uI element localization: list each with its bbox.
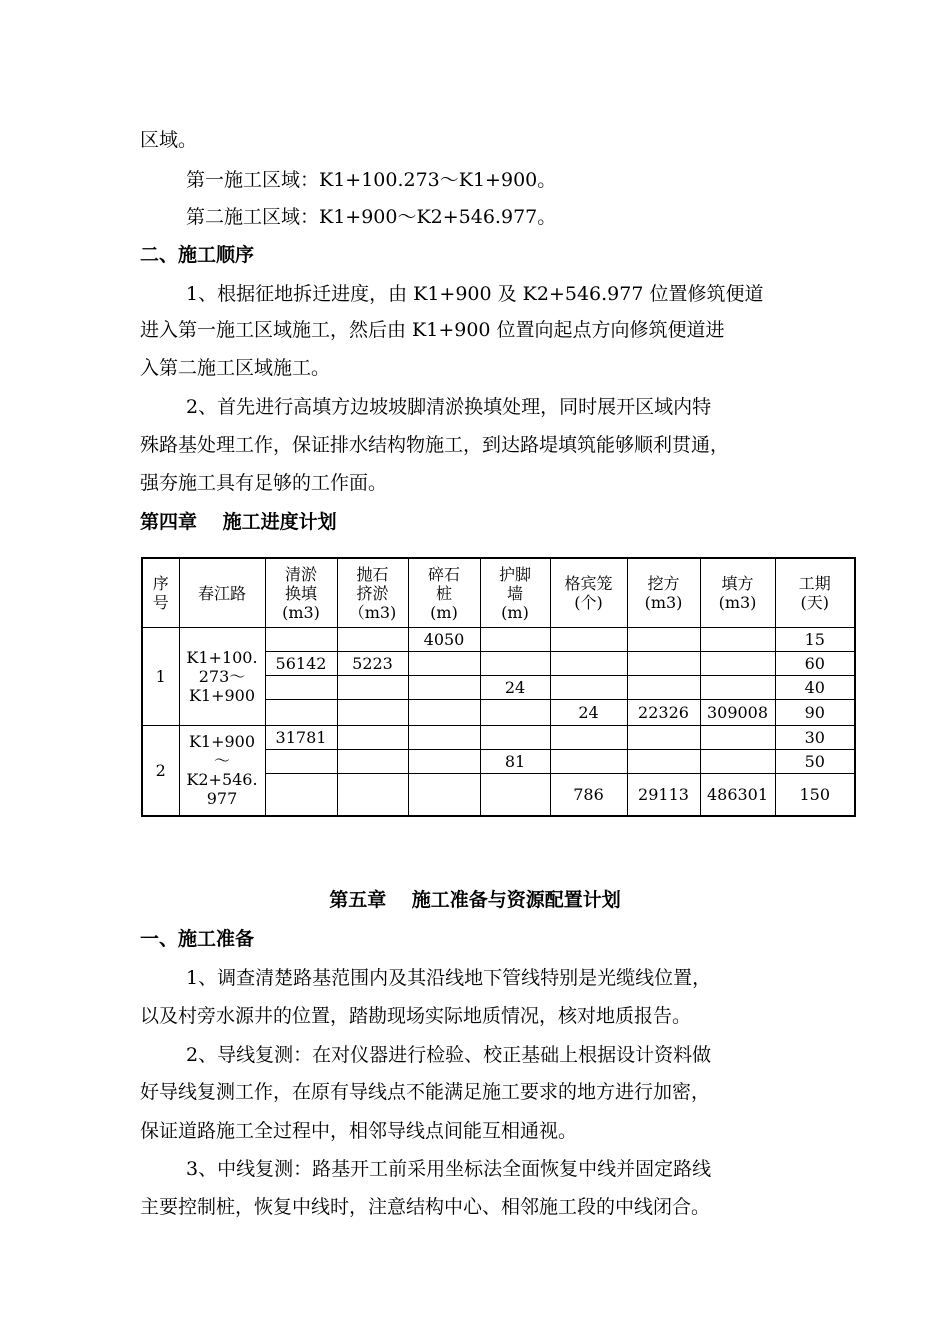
table-cell: 15 — [775, 628, 855, 652]
table-header-cell: 序 号 — [142, 558, 179, 628]
table-cell: 50 — [775, 750, 855, 774]
table-cell — [627, 628, 700, 652]
table-cell — [265, 676, 337, 700]
table-header-cell: 工期 (天) — [775, 558, 855, 628]
table-cell — [337, 676, 408, 700]
text-line: 强夯施工具有足够的工作面。 — [140, 472, 388, 494]
table-header-cell: 格宾笼 (个) — [550, 558, 627, 628]
table-header-cell: 抛石 挤淤 （m3) — [337, 558, 408, 628]
table-cell: 60 — [775, 652, 855, 676]
table-cell — [265, 628, 337, 652]
table-cell — [337, 628, 408, 652]
chapter-heading: 第五章 施工准备与资源配置计划 — [329, 889, 621, 911]
text-line: 2、首先进行高填方边坡坡脚清淤换填处理，同时展开区域内特 — [186, 396, 712, 418]
table-cell — [337, 774, 408, 816]
table-cell — [480, 652, 550, 676]
table-cell — [700, 652, 775, 676]
table-header-cell: 填方 (m3) — [700, 558, 775, 628]
table-cell — [408, 726, 480, 750]
section-heading: 一、施工准备 — [140, 928, 255, 950]
text-line: 殊路基处理工作，保证排水结构物施工，到达路堤填筑能够顺利贯通， — [140, 434, 730, 456]
road-section-cell: K1+900 ～ K2+546. 977 — [179, 726, 265, 816]
table-cell: 5223 — [337, 652, 408, 676]
table-cell — [550, 726, 627, 750]
table-cell — [700, 676, 775, 700]
road-section-cell: K1+100. 273～ K1+900 — [179, 628, 265, 726]
table-row — [142, 628, 855, 652]
text-line: 1、根据征地拆迁进度，由 K1+900 及 K2+546.977 位置修筑便道 — [186, 283, 764, 305]
table-cell — [627, 676, 700, 700]
table-cell: 4050 — [408, 628, 480, 652]
table-cell — [550, 652, 627, 676]
table-cell — [337, 700, 408, 726]
table-cell — [408, 652, 480, 676]
table-header-cell: 春江路 — [179, 558, 265, 628]
text-line: 好导线复测工作，在原有导线点不能满足施工要求的地方进行加密， — [140, 1081, 711, 1103]
table-cell — [700, 726, 775, 750]
text-line: 区域。 — [140, 129, 198, 151]
table-cell: 486301 — [700, 774, 775, 816]
table-cell — [337, 726, 408, 750]
table-cell — [550, 628, 627, 652]
table-header-cell: 碎石 桩 (m) — [408, 558, 480, 628]
table-cell: 90 — [775, 700, 855, 726]
table-cell: 24 — [480, 676, 550, 700]
table-header-row — [142, 558, 855, 628]
table-cell — [700, 628, 775, 652]
table-header-cell: 清淤 换填 (m3) — [265, 558, 337, 628]
table-cell — [265, 774, 337, 816]
table-header-cell: 护脚 墙 (m) — [480, 558, 550, 628]
text-line: 2、导线复测：在对仪器进行检验、校正基础上根据设计资料做 — [186, 1044, 712, 1066]
table-cell — [265, 700, 337, 726]
table-header-cell: 挖方 (m3) — [627, 558, 700, 628]
text-line: 3、中线复测：路基开工前采用坐标法全面恢复中线并固定路线 — [186, 1158, 712, 1180]
text-line: 保证道路施工全过程中，相邻导线点间能互相通视。 — [140, 1120, 578, 1142]
group-number-cell: 1 — [142, 628, 179, 726]
table-cell — [627, 726, 700, 750]
table-cell — [408, 774, 480, 816]
table-cell: 24 — [550, 700, 627, 726]
table-cell — [700, 750, 775, 774]
table-cell: 30 — [775, 726, 855, 750]
table-cell — [408, 676, 480, 700]
table-cell — [480, 774, 550, 816]
section-heading: 二、施工顺序 — [140, 244, 255, 266]
table-cell — [550, 676, 627, 700]
group-number-cell: 2 — [142, 726, 179, 816]
schedule-table — [141, 557, 856, 817]
table-row — [142, 726, 855, 750]
table-cell — [550, 750, 627, 774]
table-cell: 56142 — [265, 652, 337, 676]
table-cell — [627, 652, 700, 676]
text-line: 进入第一施工区域施工，然后由 K1+900 位置向起点方向修筑便道进 — [140, 319, 725, 341]
table-cell: 786 — [550, 774, 627, 816]
table-cell: 81 — [480, 750, 550, 774]
table-cell — [480, 700, 550, 726]
table-cell: 40 — [775, 676, 855, 700]
table-cell: 29113 — [627, 774, 700, 816]
table-cell — [408, 700, 480, 726]
chapter-heading: 第四章 施工进度计划 — [140, 511, 337, 533]
text-line: 第一施工区域：K1+100.273～K1+900。 — [186, 169, 557, 191]
text-line: 1、调查清楚路基范围内及其沿线地下管线特别是光缆线位置， — [186, 967, 712, 989]
text-line: 主要控制桩，恢复中线时，注意结构中心、相邻施工段的中线闭合。 — [140, 1196, 711, 1218]
table-cell — [337, 750, 408, 774]
text-line: 入第二施工区域施工。 — [140, 357, 331, 379]
table-cell — [480, 628, 550, 652]
table-cell: 150 — [775, 774, 855, 816]
table-cell: 309008 — [700, 700, 775, 726]
table-cell — [265, 750, 337, 774]
text-line: 第二施工区域：K1+900～K2+546.977。 — [186, 206, 557, 228]
table-cell: 22326 — [627, 700, 700, 726]
table-cell — [627, 750, 700, 774]
table-cell — [408, 750, 480, 774]
text-line: 以及村旁水源井的位置，踏勘现场实际地质情况，核对地质报告。 — [140, 1005, 692, 1027]
table-cell — [480, 726, 550, 750]
table-cell: 31781 — [265, 726, 337, 750]
